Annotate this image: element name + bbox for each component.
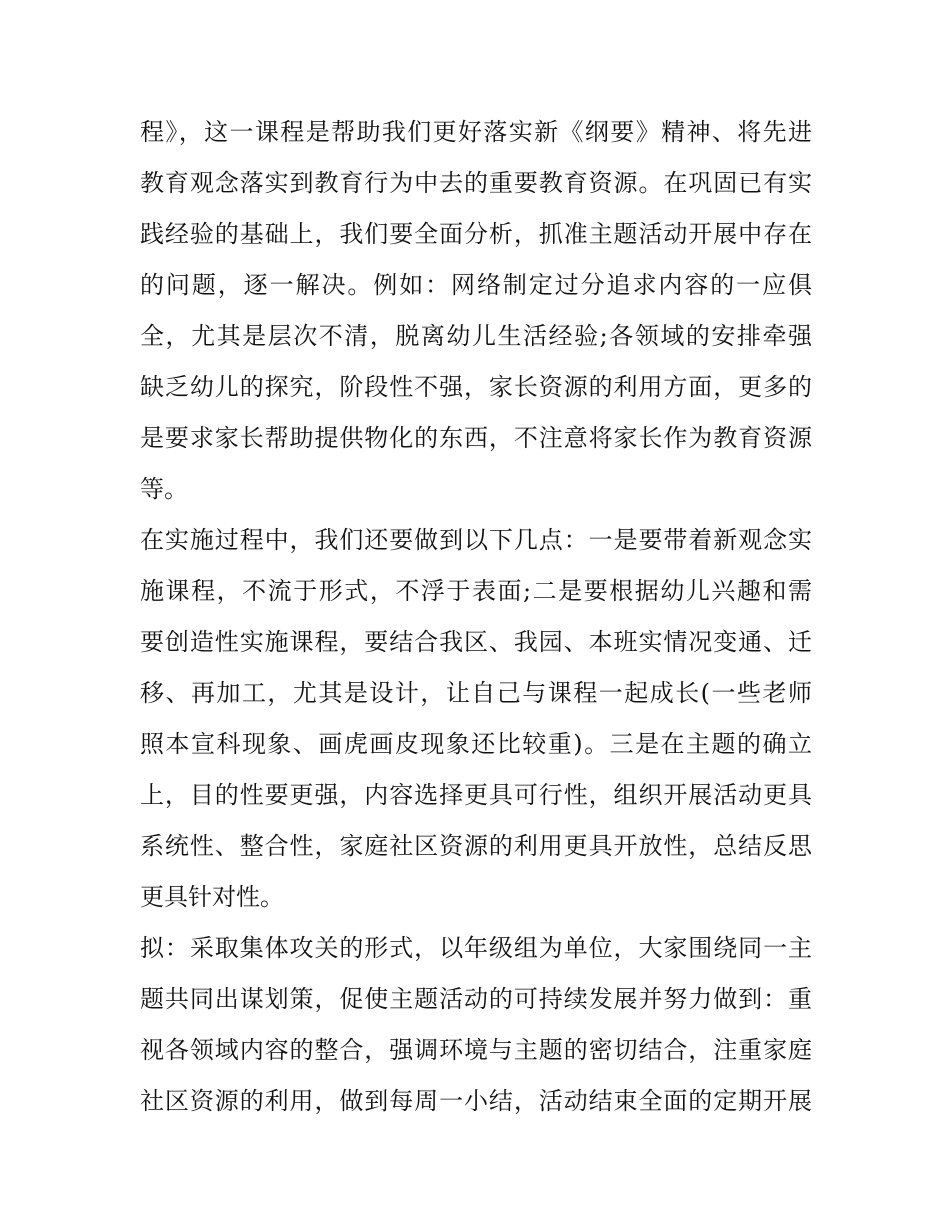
paragraph-3 <box>140 923 812 1127</box>
document-body <box>140 107 812 1127</box>
text-line: 缺乏幼儿的探究，阶段性不强，家长资源的利用方面，更多的 <box>140 373 812 401</box>
text-line: 教育观念落实到教育行为中去的重要教育资源。在巩固已有实 <box>140 169 812 197</box>
text-line: 的问题，逐一解决。例如：网络制定过分追求内容的一应俱 <box>140 271 812 299</box>
text-line: 施课程，不流于形式，不浮于表面;二是要根据幼儿兴趣和需 <box>140 577 812 605</box>
text-line: 移、再加工，尤其是设计，让自己与课程一起成长(一些老师 <box>140 679 812 707</box>
text-line: 在实施过程中，我们还要做到以下几点：一是要带着新观念实 <box>140 526 812 554</box>
text-line: 要创造性实施课程，要结合我区、我园、本班实情况变通、迁 <box>140 628 812 656</box>
text-line: 题共同出谋划策，促使主题活动的可持续发展并努力做到：重 <box>140 985 812 1013</box>
text-line: 更具针对性。 <box>140 883 284 911</box>
text-line: 社区资源的利用，做到每周一小结，活动结束全面的定期开展 <box>140 1087 812 1115</box>
text-line: 是要求家长帮助提供物化的东西，不注意将家长作为教育资源 <box>140 424 812 452</box>
text-line: 全，尤其是层次不清，脱离幼儿生活经验;各领域的安排牵强 <box>140 322 812 350</box>
text-line: 系统性、整合性，家庭社区资源的利用更具开放性，总结反思 <box>140 832 812 860</box>
text-line: 等。 <box>140 475 188 503</box>
text-line: 践经验的基础上，我们要全面分析，抓准主题活动开展中存在 <box>140 220 812 248</box>
paragraph-1 <box>140 107 812 515</box>
paragraph-2 <box>140 515 812 923</box>
text-line: 照本宣科现象、画虎画皮现象还比较重)。三是在主题的确立 <box>140 730 812 758</box>
text-line: 上，目的性要更强，内容选择更具可行性，组织开展活动更具 <box>140 781 812 809</box>
text-line: 程》，这一课程是帮助我们更好落实新《纲要》精神、将先进 <box>140 118 812 146</box>
text-line: 视各领域内容的整合，强调环境与主题的密切结合，注重家庭 <box>140 1036 812 1064</box>
text-line: 拟：采取集体攻关的形式，以年级组为单位，大家围绕同一主 <box>140 934 812 962</box>
